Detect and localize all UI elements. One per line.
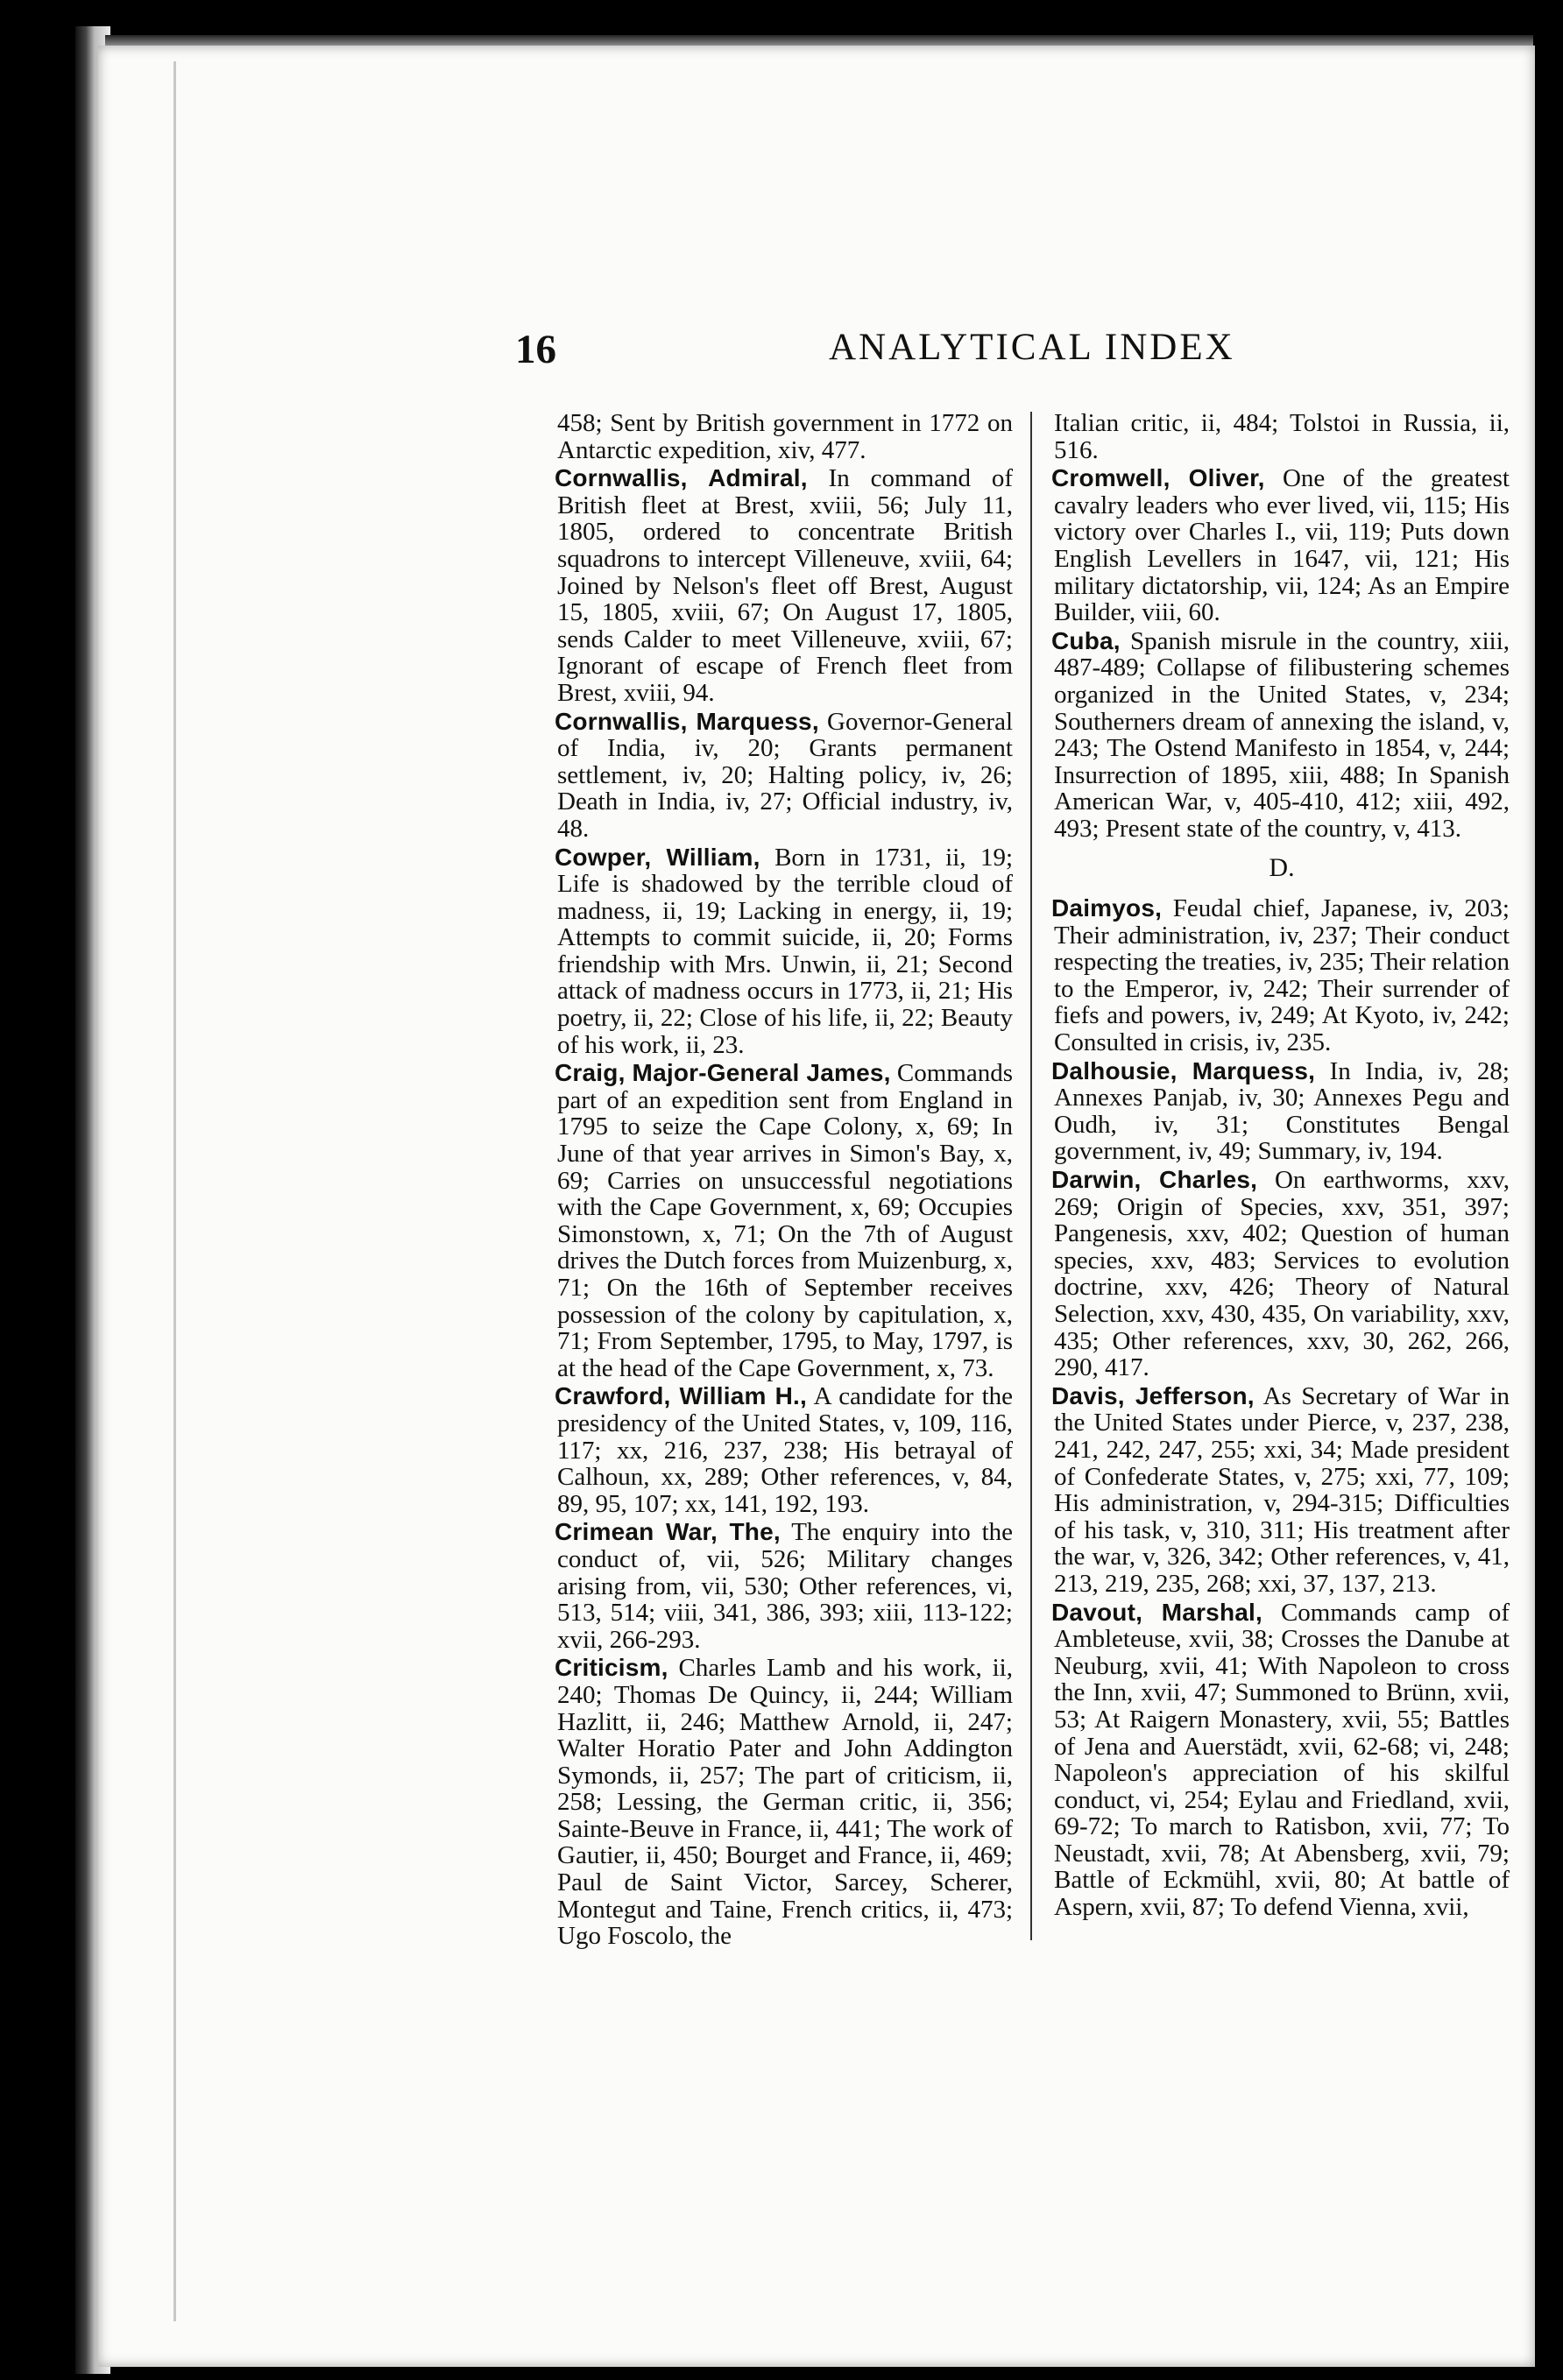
page-fold (173, 61, 176, 2321)
index-entry (557, 1655, 1013, 1950)
entry-headword: Dalhousie, Marquess, (1051, 1056, 1316, 1084)
entry-text: 458; Sent by British government in 1772 on Antarctic expedition, xiv, 477. (557, 409, 1013, 464)
entry-text: Italian critic, ii, 484; Tolstoi in Russia, ii, 516. (1054, 409, 1510, 464)
entry-text: One of the greatest cavalry leaders who ever lived, vii, 115; His victory over Charles I., vii, 119; Puts down English Levellers in 1647, vii, 121; His military dictatorship, vii, 124; As an Empire Builder, viii, 60. (1054, 464, 1510, 627)
index-entry (1051, 1166, 1510, 1382)
entry-headword: Davout, Marshal, (1051, 1598, 1262, 1626)
column-divider (1030, 412, 1032, 1940)
index-entry (1051, 1381, 1510, 1598)
entry-text: Spanish misrule in the country, xiii, 487-489; Collapse of filibustering schemes organized in the United States, v, 234; Southerners dream of annexing the island, v, 243; The Ostend Manifesto in 1854, v, 244; Insurrection of 1895, xiii, 488; In Spanish American War, v, 405-410, 412; xiii, 492, 493; Present state of the country, v, 413. (1054, 626, 1510, 843)
entry-text: A candidate for the presidency of the United States, v, 109, 116, 117; xx, 216, 237, 238; His betrayal of Calhoun, xx, 289; Other references, v, 84, 89, 95, 107; xx, 141, 192, 193. (557, 1382, 1014, 1518)
index-entry (1051, 464, 1510, 627)
index-entry (1051, 626, 1510, 843)
index-entry (1051, 894, 1510, 1057)
index-entry (1051, 1056, 1510, 1166)
entry-headword: Darwin, Charles, (1051, 1166, 1258, 1194)
entry-headword: Cornwallis, Admiral, (555, 464, 808, 492)
entry-headword: Cornwallis, Marquess, (555, 707, 819, 735)
section-letter: D. (1269, 852, 1295, 882)
entry-headword: Cowper, William, (555, 843, 760, 871)
page-number: 16 (515, 327, 556, 372)
index-entry (557, 465, 1013, 706)
entry-headword: Craig, Major-General James, (555, 1059, 891, 1087)
entry-text: Born in 1731, ii, 19; Life is shadowed by the terrible cloud of madness, ii, 19; Lacking in energy, ii, 19; Attempts to commit suicide, ii, 20; Forms friendship with Mrs. Unwin, ii, 21; Second attack of madness occurs in 1773, ii, 21; His poetry, ii, 22; Close of his life, ii, 22; Beauty of his work, ii, 23. (557, 843, 1014, 1059)
index-entry (557, 1383, 1013, 1517)
entry-headword: Cuba, (1051, 626, 1121, 654)
entry-headword: Daimyos, (1051, 894, 1163, 922)
index-entry (557, 709, 1013, 843)
entry-headword: Crawford, William H., (555, 1382, 807, 1410)
index-entry (557, 410, 1013, 463)
entry-text: As Secretary of War in the United States under Pierce, v, 237, 238, 241, 242, 247, 255; xxi, 34; Made president of Confederate States, v, 275; xxi, 77, 109; His administration, v, 294-315; Difficulties of his task, v, 310, 311; His treatment after the war, v, 326, 342; Other references, v, 41, 213, 219, 235, 268; xxi, 37, 137, 213. (1054, 1381, 1510, 1598)
index-entry (557, 844, 1013, 1059)
running-title: ANALYTICAL INDEX (829, 327, 1235, 368)
entry-headword: Crimean War, The, (555, 1518, 781, 1546)
entry-text: In India, iv, 28; Annexes Panjab, iv, 30; Annexes Pegu and Oudh, iv, 31; Constitutes Bengal government, iv, 49; Summary, iv, 194. (1054, 1056, 1510, 1166)
entry-text: Commands camp of Ambleteuse, xvii, 38; Crosses the Danube at Neuburg, xvii, 41; With Napoleon to cross the Inn, xvii, 47; Summoned to Brünn, xvii, 53; At Raigern Monastery, xvii, 55; Battles of Jena and Auerstädt, xvii, 62-68; vi, 248; Napoleon's appreciation of his skilful conduct, vi, 254; Eylau and Friedland, xvii, 69-72; To march to Ratisbon, xvii, 77; To Neustadt, xvii, 78; At Abensberg, xvii, 79; Battle of Eckmühl, xvii, 80; At battle of Aspern, xvii, 87; To defend Vienna, xvii, (1054, 1598, 1510, 1922)
entry-headword: Criticism, (555, 1654, 668, 1682)
entry-text: The enquiry into the conduct of, vii, 526; Military changes arising from, vii, 530; Other references, vi, 513, 514; viii, 341, 386, 393; xiii, 113-122; xvii, 266-293. (557, 1518, 1014, 1654)
index-entry (1051, 1598, 1510, 1922)
entry-text: Charles Lamb and his work, ii, 240; Thomas De Quincy, ii, 244; William Hazlitt, ii, 246; Matthew Arnold, ii, 247; Walter Horatio Pater and John Addington Symonds, ii, 257; The part of criticism, ii, 258; Lessing, the German critic, ii, 356; Sainte-Beuve in France, ii, 441; The work of Gautier, ii, 450; Bourget and France, ii, 469; Paul de Saint Victor, Sarcey, Scherer, Montegut and Taine, French critics, ii, 473; Ugo Foscolo, the (557, 1654, 1013, 1951)
entry-text: Commands part of an expedition sent from England in 1795 to seize the Cape Colony, x, 69; In June of that year arrives in Simon's Bay, x, 69; Carries on unsuccessful negotiations with the Cape Government, x, 69; Occupies Simonstown, x, 71; On the 7th of August drives the Dutch forces from Muizenburg, x, 71; On the 16th of September receives possession of the colony by capitulation, x, 71; From September, 1795, to May, 1797, is at the head of the Cape Government, x, 73. (557, 1059, 1013, 1382)
right-column (1051, 409, 1510, 1923)
entry-text: On earthworms, xxv, 269; Origin of Species, xxv, 351, 397; Pangenesis, xxv, 402; Question of human species, xxv, 483; Services to evolution doctrine, xxv, 426; Theory of Natural Selection, xxv, 430, 435, On variability, xxv, 435; Other references, xxv, 30, 262, 266, 290, 417. (1054, 1166, 1510, 1382)
index-entry (557, 1519, 1013, 1653)
entry-text: Governor-General of India, iv, 20; Grants permanent settlement, iv, 20; Halting policy, iv, 26; Death in India, iv, 27; Official industry, iv, 48. (557, 707, 1014, 843)
entry-headword: Cromwell, Oliver, (1051, 464, 1265, 492)
entry-text: In command of British fleet at Brest, xviii, 56; July 11, 1805, ordered to concentrate British squadrons to intercept Villeneuve, xviii, 64; Joined by Nelson's fleet off Brest, August 15, 1805, xviii, 67; On August 17, 1805, sends Calder to meet Villeneuve, xviii, 67; Ignorant of escape of French fleet from Brest, xviii, 94. (557, 464, 1013, 707)
index-entry (557, 1060, 1013, 1381)
left-column (557, 410, 1013, 1952)
index-entry (1054, 410, 1510, 463)
entry-text: Feudal chief, Japanese, iv, 203; Their administration, iv, 237; Their conduct respecting the treaties, iv, 235; Their relation to the Emperor, iv, 242; Their surrender of fiefs and powers, iv, 249; At Kyoto, iv, 242; Consulted in crisis, iv, 235. (1054, 894, 1510, 1057)
entry-headword: Davis, Jefferson, (1051, 1381, 1255, 1409)
